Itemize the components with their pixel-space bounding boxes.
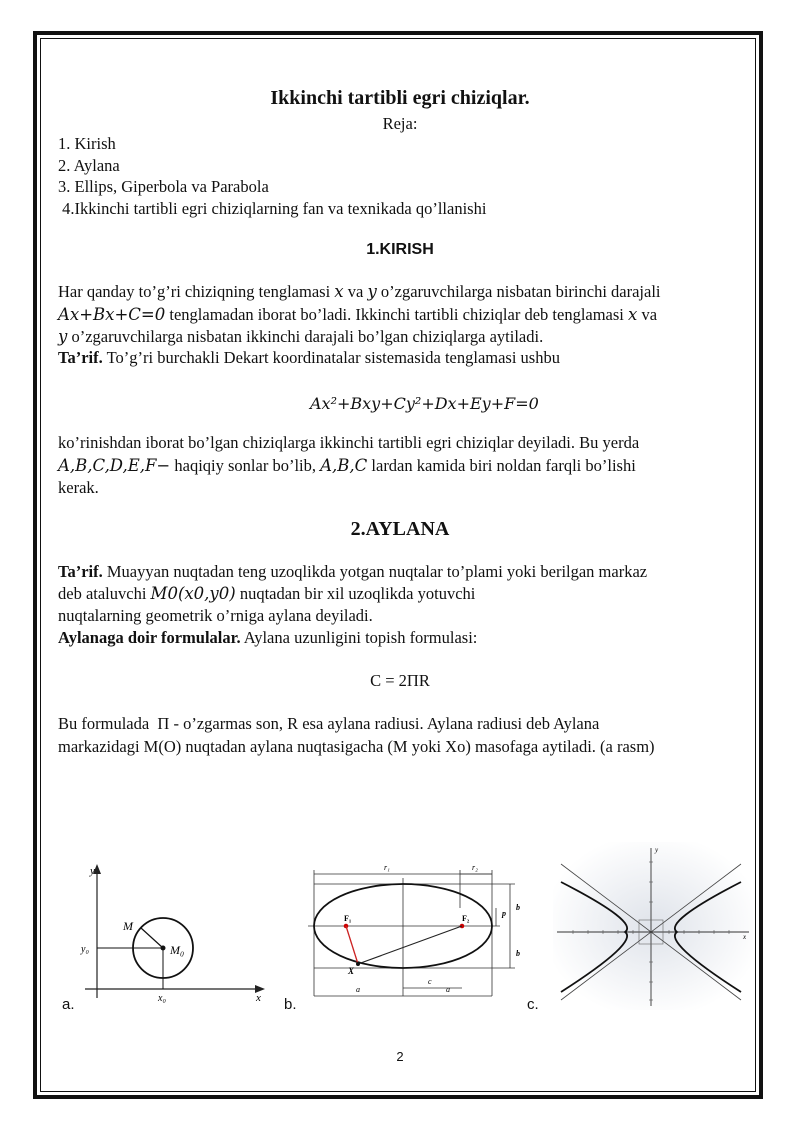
section2-paragraph-line2: markazidagi M(O) nuqtadan aylana nuqtasigacha (M yoki Xo) masofaga aytiladi. (a rasm) — [58, 737, 655, 756]
section2-paragraph-line1: Bu formulada Π - o’zgarmas son, R esa aylana radiusi. Aylana radiusi deb Aylana — [58, 714, 600, 733]
label-m: M — [123, 919, 133, 933]
plan-item: 2. Aylana — [58, 156, 120, 175]
plan-item: 4.Ikkinchi tartibli egri chiziqlarning fan va texnikada qo’llanishi — [58, 199, 487, 218]
label-a-right: a — [446, 985, 450, 994]
label-b-lower: b — [516, 949, 520, 958]
label-y0: y₀ — [81, 944, 89, 955]
figure-b-caption: b. — [284, 996, 297, 1013]
section2-definition-line2: deb ataluvchi M0(x0,y0) nuqtadan bir xil uzoqlikda yotuvchi — [58, 584, 476, 603]
section1-paragraph2-line1: ko’rinishdan iborat bo’lgan chiziqlarga ikkinchi tartibli egri chiziqlar deyiladi. Bu yerda — [58, 433, 640, 452]
figure-a-caption: a. — [62, 996, 75, 1013]
figure-b-ellipse-diagram — [300, 858, 530, 1006]
circumference-formula: C = 2ΠR — [370, 671, 430, 690]
plan-heading: Reja: — [382, 114, 418, 133]
section1-paragraph2-line2: A,B,C,D,E,F− haqiqiy sonlar bo’lib, A,B,C lardan kamida biri noldan farqli bo’lishi — [58, 456, 636, 475]
section2-definition-line1: Ta’rif. Muayyan nuqtadan teng uzoqlikda yotgan nuqtalar to’plami yoki berilgan markaz — [58, 562, 648, 581]
section1-paragraph1-line1: Har qanday to’g’ri chiziqning tenglamasi x va y o’zgaruvchilarga nisbatan birinchi darajali — [58, 282, 661, 301]
label-x: x — [256, 992, 261, 1004]
label-y: y — [655, 846, 659, 854]
section1-paragraph2-line3: kerak. — [58, 478, 99, 497]
radius — [141, 928, 163, 948]
label-x0: x₀ — [158, 993, 166, 1004]
label-c: c — [428, 977, 432, 986]
section2-formulas-line: Aylanaga doir formulalar. Aylana uzunligini topish formulasi: — [58, 628, 478, 647]
var-x: x — [334, 282, 344, 301]
page-number: 2 — [396, 1049, 404, 1064]
figure-c-caption: c. — [527, 996, 539, 1013]
section1-paragraph1-line2: Ax+Bx+C=0 tenglamadan iborat bo’ladi. Ikkinchi tartibli chiziqlar deb tenglamasi x va — [58, 305, 658, 324]
section1-heading: 1.KIRISH — [366, 241, 434, 258]
plan-item: 3. Ellips, Giperbola va Parabola — [58, 177, 269, 196]
section2-definition-line3: nuqtalarning geometrik o’rniga aylana deyiladi. — [58, 606, 373, 625]
section2-heading: 2.AYLANA — [350, 518, 450, 540]
label-f1: F₁ — [344, 914, 352, 923]
label-x: X — [348, 966, 355, 976]
section1-paragraph1-line3: y o’zgaruvchilarga nisbatan ikkinchi darajali bo’lgan chiziqlarga aytiladi. — [58, 327, 544, 346]
point-m0: M0(x0,y0) — [150, 584, 236, 603]
label-y: y — [90, 865, 95, 877]
var-y: y — [367, 282, 377, 301]
label-b-upper: b — [516, 903, 520, 912]
equation-linear: Ax+Bx+C=0 — [58, 305, 166, 324]
point-x — [356, 962, 360, 966]
label-r1: r₁ — [384, 863, 390, 872]
figure-c-hyperbola-diagram — [553, 842, 753, 1010]
label-r2: r₂ — [472, 863, 478, 872]
focal-radius-2 — [358, 926, 462, 964]
label-f2: F₂ — [462, 914, 470, 923]
label-p: p — [502, 909, 506, 918]
label-m0: M₀ — [170, 943, 185, 957]
plan-item: 1. Kirish — [58, 134, 116, 153]
equation-general: Ax²+Bxy+Cy²+Dx+Ey+F=0 — [310, 394, 539, 413]
section1-definition: Ta’rif. To’g’ri burchakli Dekart koordinatalar sistemasida tenglamasi ushbu — [58, 348, 560, 367]
label-a-left: a — [356, 985, 360, 994]
label-x: x — [743, 933, 747, 941]
figure-a-circle-diagram — [75, 858, 270, 1008]
document-title: Ikkinchi tartibli egri chiziqlar. — [270, 87, 530, 109]
